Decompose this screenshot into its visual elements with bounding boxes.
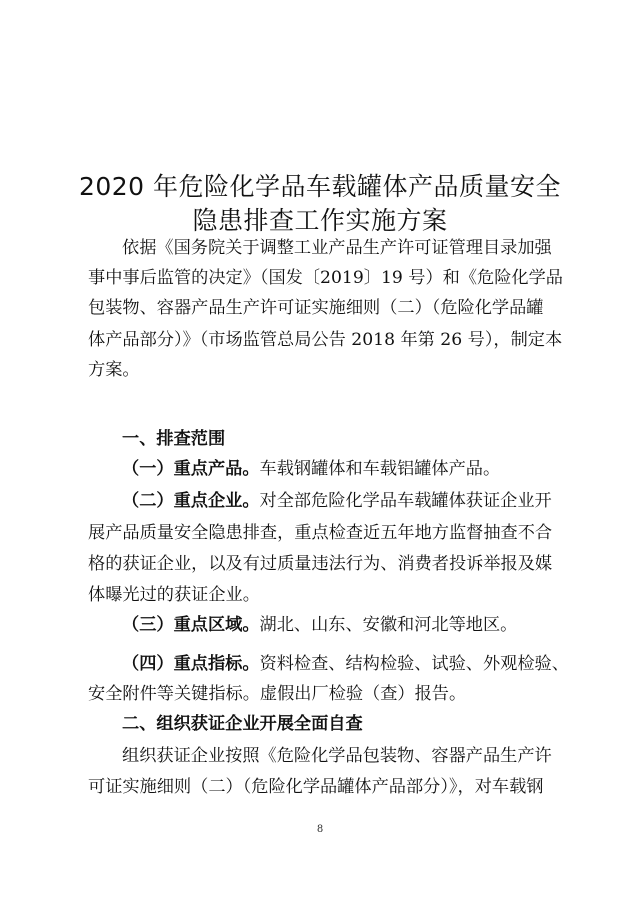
item-1-text: 车载钢罐体和车载铝罐体产品。 [259, 459, 501, 479]
item-1-label: （一）重点产品。 [122, 459, 260, 479]
item-2-line: 格的获证企业，以及有过质量违法行为、消费者投诉举报及媒 [88, 554, 553, 574]
item-2-line: 体曝光过的获证企业。 [88, 585, 260, 605]
section-1-heading: 一、排查范围 [122, 429, 226, 449]
item-2-text: 对全部危险化学品车载罐体获证企业开 [259, 491, 552, 511]
section-1-item-2 [122, 490, 558, 512]
item-3-label: （三）重点区域。 [122, 615, 260, 635]
section-1-item-4 [122, 653, 569, 675]
section-2-line: 可证实施细则（二）（危险化学品罐体产品部分）》，对车载钢 [88, 777, 544, 797]
section-1-item-1 [122, 458, 558, 480]
document-title-line-2: 隐患排查工作实施方案 [192, 206, 448, 235]
intro-line: 体产品部分）》（市场监管总局公告 2018 年第 26 号），制定本 [88, 330, 563, 350]
item-2-line: 展产品质量安全隐患排查，重点检查近五年地方监督抽查不合 [88, 523, 553, 543]
intro-line: 依据《国务院关于调整工业产品生产许可证管理目录加强 [122, 238, 552, 258]
section-1-item-3 [122, 614, 558, 636]
item-4-text: 资料检查、结构检验、试验、外观检验、 [259, 654, 569, 674]
intro-line: 方案。 [88, 360, 140, 380]
item-4-line: 安全附件等关键指标。虚假出厂检验（查）报告。 [88, 684, 467, 704]
item-3-text: 湖北、山东、安徽和河北等地区。 [259, 615, 518, 635]
section-2-line: 组织获证企业按照《危险化学品包装物、容器产品生产许 [122, 746, 552, 766]
section-2-heading: 二、组织获证企业开展全面自查 [122, 714, 363, 734]
document-title-line-1: 2020 年危险化学品车载罐体产品质量安全 [78, 172, 562, 201]
item-4-label: （四）重点指标。 [122, 654, 260, 674]
item-2-label: （二）重点企业。 [122, 491, 260, 511]
page-number: 8 [316, 824, 324, 835]
intro-line: 包装物、容器产品生产许可证实施细则（二）（危险化学品罐 [88, 298, 544, 318]
intro-line: 事中事后监管的决定》（国发〔2019〕19 号）和《危险化学品 [88, 268, 563, 288]
